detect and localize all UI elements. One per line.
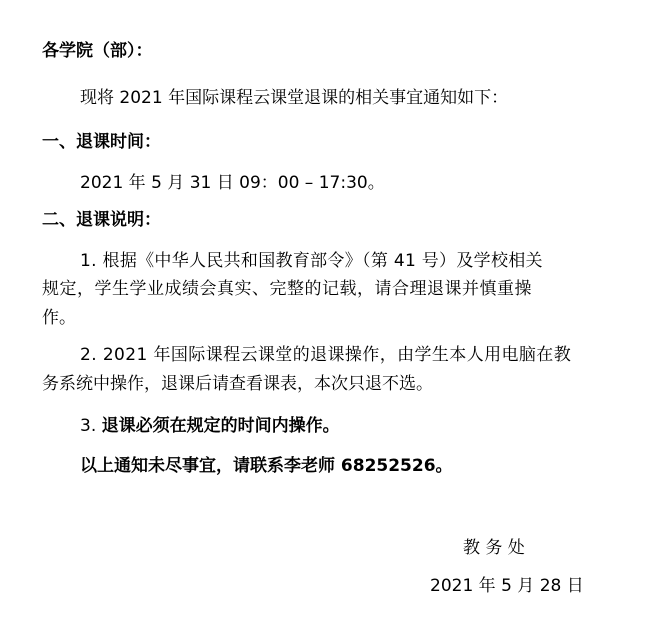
issue-date: 2021 年 5 月 28 日	[430, 576, 584, 596]
signature: 教 务 处	[463, 538, 525, 558]
section1-body: 2021 年 5 月 31 日 09：00 – 17:30。	[80, 173, 385, 193]
item2-line1: 2. 2021 年国际课程云课堂的退课操作，由学生本人用电脑在教	[80, 345, 572, 365]
section2-heading: 二、退课说明：	[42, 210, 161, 230]
intro-paragraph: 现将 2021 年国际课程云课堂退课的相关事宜通知如下：	[80, 88, 509, 108]
item1-line2: 规定，学生学业成绩会真实、完整的记载，请合理退课并慎重操	[42, 279, 532, 299]
item1-line3: 作。	[42, 308, 76, 328]
item3-text: 退课必须在规定的时间内操作。	[101, 416, 340, 436]
salutation: 各学院（部）：	[42, 41, 153, 61]
item2-line2: 务系统中操作，退课后请查看课表，本次只退不选。	[42, 374, 433, 394]
item3	[80, 415, 340, 437]
section1-heading: 一、退课时间：	[42, 132, 161, 152]
item1-line1: 1. 根据《中华人民共和国教育部令》（第 41 号）及学校相关	[80, 251, 543, 271]
contact-line: 以上通知未尽事宜，请联系李老师 68252526。	[80, 456, 453, 476]
item3-number: 3.	[80, 416, 97, 436]
